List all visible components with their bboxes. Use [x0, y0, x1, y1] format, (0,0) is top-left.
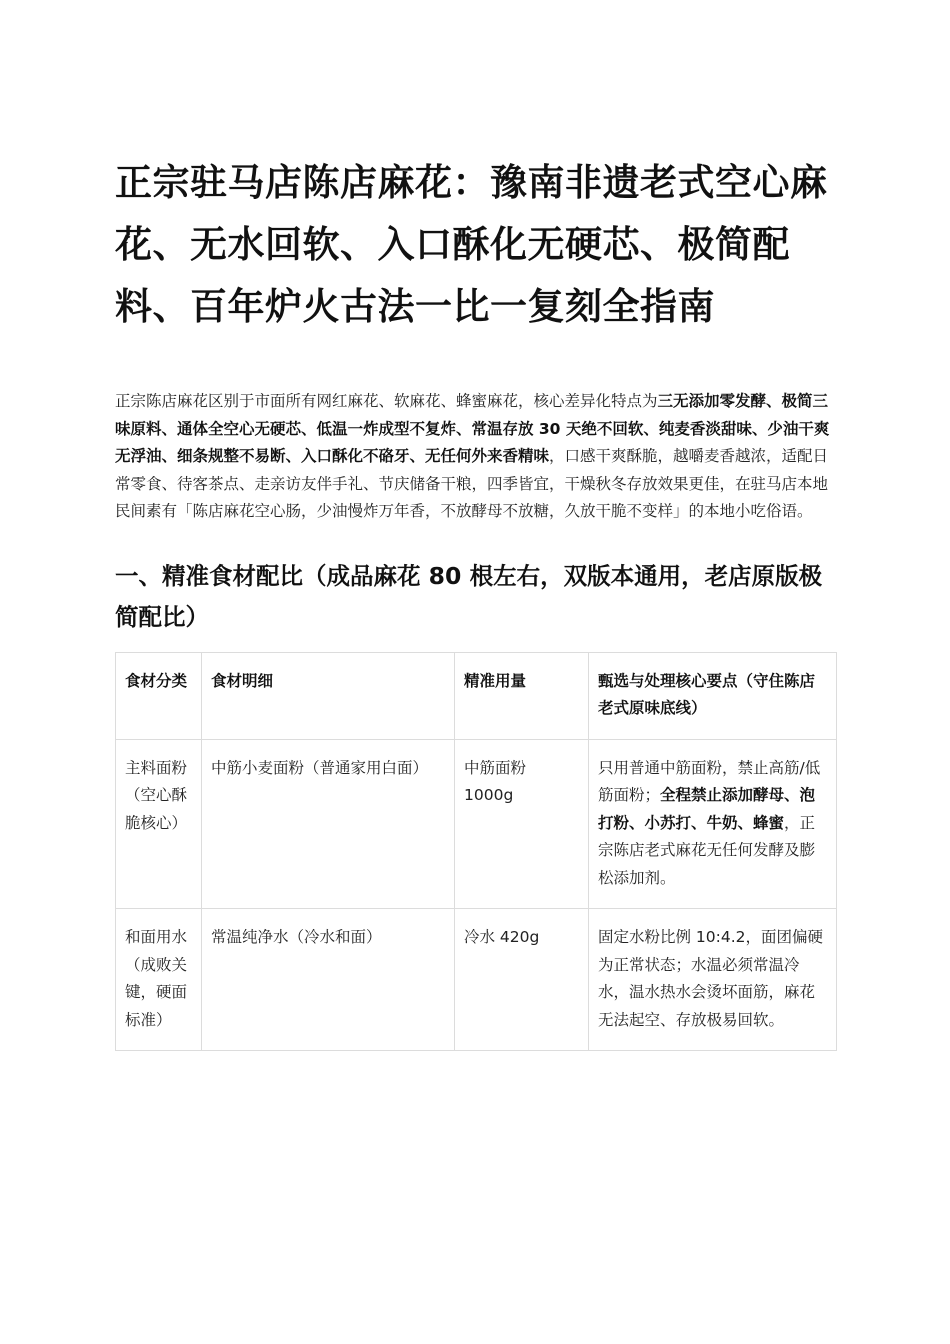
intro-tail: ，口感干爽酥脆，越嚼麦香越浓，适配日常零食、待客茶点、走亲访友伴手礼、节庆储备干粮，四季皆宜，干燥秋冬存放效果更佳，在驻马店本地民间素有「陈店麻花空心肠，少油慢炸万年香，不放酵母不放糖，久放干脆不变样」的本地小吃俗语。: [115, 447, 829, 520]
document-page: [115, 152, 835, 1051]
cell-notes: [589, 739, 837, 909]
note-text: ，正宗陈店老式麻花无任何发酵及膨松添加剂。: [598, 813, 816, 887]
cell-notes: [589, 909, 837, 1051]
header-notes: 甄选与处理核心要点（守住陈店老式原味底线）: [589, 652, 837, 739]
cell-category: 和面用水（成败关键，硬面标准）: [116, 909, 202, 1051]
header-category: 食材分类: [116, 652, 202, 739]
ingredient-table: [115, 652, 837, 1052]
note-text: 固定水粉比例 10:4.2，面团偏硬为正常状态；水温必须常温冷水，温水热水会烫坏面筋，麻花无法起空、存放极易回软。: [598, 928, 824, 1029]
note-text: 只用普通中筋面粉，禁止高筋/低筋面粉；: [598, 758, 821, 804]
cell-category: 主料面粉（空心酥脆核心）: [116, 739, 202, 909]
cell-amount: 中筋面粉 1000g: [455, 739, 589, 909]
intro-highlight: 三无添加零发酵、极简三味原料、通体全空心无硬芯、低温一炸成型不复炸、常温存放 30 天绝不回软、纯麦香淡甜味、少油干爽无浮油、细条规整不易断、入口酥化不硌牙、无任何外来香精味: [115, 392, 830, 465]
header-detail: 食材明细: [202, 652, 455, 739]
intro-lead: 正宗陈店麻花区别于市面所有网红麻花、软麻花、蜂蜜麻花，核心差异化特点为: [115, 392, 658, 410]
table-header-row: [116, 652, 837, 739]
cell-amount: 冷水 420g: [455, 909, 589, 1051]
table-row: [116, 909, 837, 1051]
note-highlight: 全程禁止添加酵母、泡打粉、小苏打、牛奶、蜂蜜: [598, 786, 816, 832]
intro-paragraph: [115, 388, 835, 526]
cell-detail: 常温纯净水（冷水和面）: [202, 909, 455, 1051]
section-heading-ingredients: 一、精准食材配比（成品麻花 80 根左右，双版本通用，老店原版极简配比）: [115, 561, 823, 631]
table-row: [116, 739, 837, 909]
header-amount: 精准用量: [455, 652, 589, 739]
cell-detail: 中筋小麦面粉（普通家用白面）: [202, 739, 455, 909]
document-title: 正宗驻马店陈店麻花：豫南非遗老式空心麻花、无水回软、入口酥化无硬芯、极简配料、百年炉火古法一比一复刻全指南: [115, 161, 828, 328]
